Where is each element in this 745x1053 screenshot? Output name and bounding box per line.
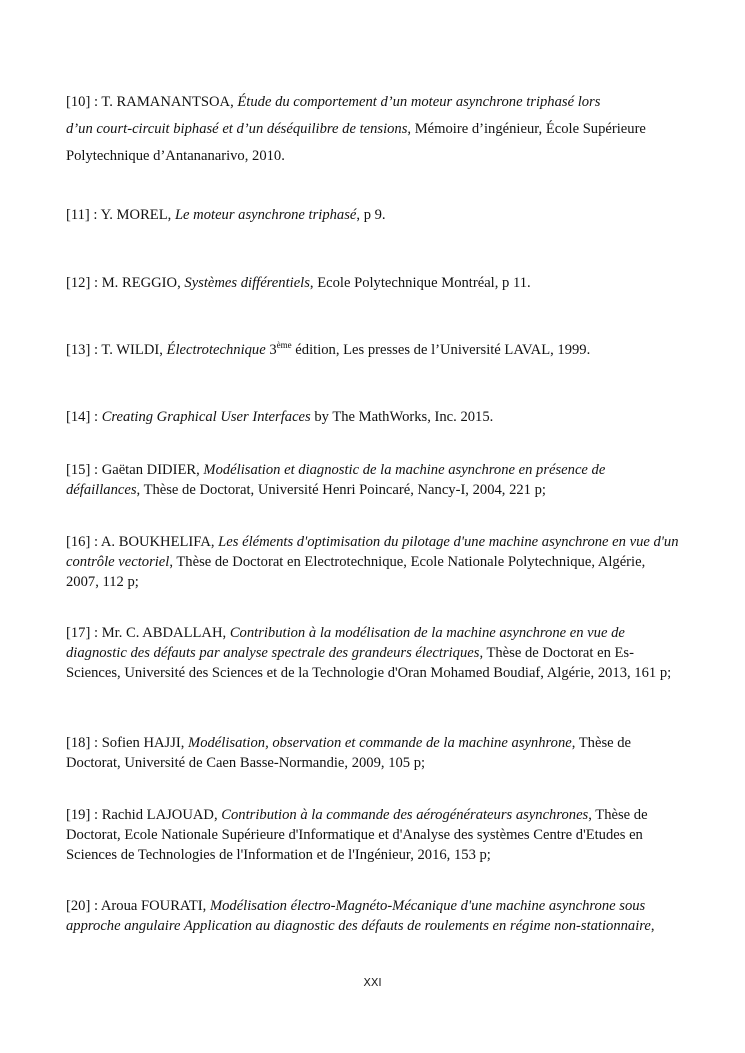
ref-title-continued: d’un court-circuit biphasé et d’un déséquilibre de tensions — [66, 121, 408, 137]
ref-label: [14] : — [66, 409, 99, 425]
ref-label: [19] : — [66, 807, 99, 823]
reference-16 — [66, 532, 680, 592]
ref-label: [16] : — [66, 534, 99, 550]
reference-14 — [66, 407, 680, 427]
ref-title: Modélisation et diagnostic de la machine asynchrone en présence de défaillances — [66, 462, 606, 498]
ref-label: [12] : — [66, 275, 99, 291]
ref-title: Le moteur asynchrone triphasé — [174, 207, 357, 223]
ref-details: , Thèse de Doctorat, Université de Caen Basse-Normandie, 2009, 105 p; — [66, 735, 632, 771]
ref-label: [11] : — [66, 207, 98, 223]
ref-details: , Mémoire d’ingénieur, École Supérieure Polytechnique d’Antananarivo, 2010. — [66, 121, 646, 164]
ref-details: , Thèse de Doctorat, Université Henri Poincaré, Nancy-I, 2004, 221 p; — [136, 482, 546, 498]
ref-author: T. RAMANANTSOA, — [101, 94, 234, 110]
ref-author: A. BOUKHELIFA, — [100, 534, 215, 550]
ref-author: T. WILDI, — [101, 342, 163, 358]
reference-11 — [66, 205, 680, 225]
ref-label: [10] : — [66, 94, 99, 110]
ref-title: Les éléments d'optimisation du pilotage d'une machine asynchrone en vue d'un contrôle vectoriel — [66, 534, 679, 570]
ref-title: Étude du comportement d’un moteur asynchrone triphasé lors — [237, 94, 601, 110]
ref-author: Sofien HAJJI, — [101, 735, 185, 751]
ref-label: [20] : — [66, 898, 99, 914]
ref-title: Contribution à la commande des aérogénérateurs asynchrones — [221, 807, 589, 823]
ref-title: Électrotechnique — [166, 342, 266, 358]
ref-details: édition, Les presses de l’Université LAVAL, 1999. — [291, 342, 591, 358]
reference-20 — [66, 896, 680, 936]
reference-19 — [66, 805, 680, 865]
ref-details: , Thèse de Doctorat, Ecole Nationale Supérieure d'Informatique et d'Analyse des systèmes Centre d'Etudes en Sciences de Technologies de l'Information et de l'Ingénieur, 2016, 153 p; — [66, 807, 648, 863]
ref-author: Mr. C. ABDALLAH, — [101, 625, 227, 641]
ref-author: Rachid LAJOUAD, — [101, 807, 218, 823]
ref-label: [13] : — [66, 342, 99, 358]
ref-title: Modélisation électro-Magnéto-Mécanique d'une machine asynchrone sous approche angulaire Application au diagnostic des défauts de roulements en régime non-stationnaire — [66, 898, 651, 934]
reference-18 — [66, 733, 680, 773]
ref-author: Aroua FOURATI, — [100, 898, 207, 914]
ref-author: M. REGGIO, — [101, 275, 181, 291]
ref-label: [17] : — [66, 625, 99, 641]
ref-label: [15] : — [66, 462, 99, 478]
ref-title: Contribution à la modélisation de la machine asynchrone en vue de diagnostic des défauts par analyse spectrale des grandeurs électriques — [66, 625, 625, 661]
ref-details: , Thèse de Doctorat en Electrotechnique, Ecole Nationale Polytechnique, Algérie, 2007, 112 p; — [66, 554, 646, 590]
page-number: XXI — [363, 976, 382, 989]
ref-edition-number: 3 — [269, 342, 277, 358]
ref-details: , Thèse de Doctorat en Es-Sciences, Université des Sciences et de la Technologie d'Oran Mohamed Boudiaf, Algérie, 2013, 161 p; — [66, 645, 672, 681]
ref-label: [18] : — [66, 735, 99, 751]
ref-title: Systèmes différentiels — [184, 275, 310, 291]
reference-17 — [66, 623, 680, 683]
ref-author: Gaëtan DIDIER, — [101, 462, 200, 478]
ref-details: , — [650, 918, 655, 934]
ref-details: , Ecole Polytechnique Montréal, p 11. — [309, 275, 531, 291]
ref-details: by The MathWorks, Inc. 2015. — [310, 409, 494, 425]
ref-title: Modélisation, observation et commande de la machine asynhrone — [188, 735, 572, 751]
ref-details: , p 9. — [356, 207, 386, 223]
reference-15 — [66, 460, 680, 500]
ref-author: Y. MOREL, — [100, 207, 172, 223]
reference-10 — [66, 89, 680, 170]
ref-title: Creating Graphical User Interfaces — [101, 409, 311, 425]
reference-12 — [66, 273, 680, 293]
reference-13 — [66, 340, 680, 360]
ref-edition-superscript: ème — [276, 340, 292, 351]
